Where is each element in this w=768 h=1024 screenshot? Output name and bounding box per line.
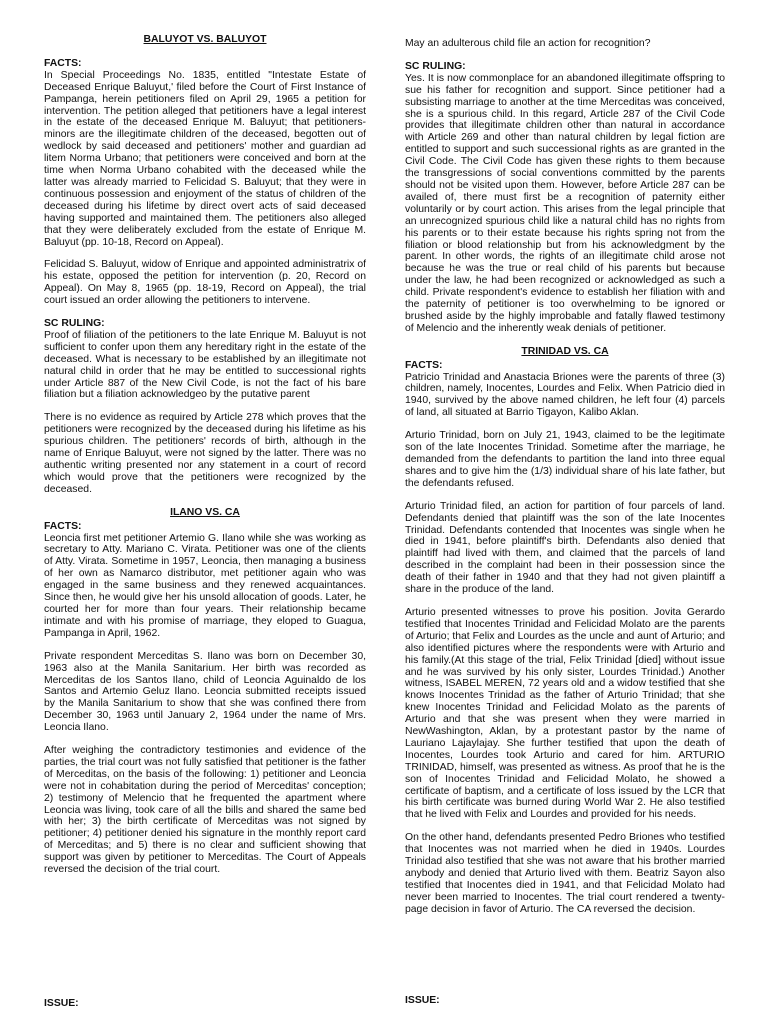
sc-ruling-label: SC RULING:	[44, 318, 105, 330]
facts-paragraph: After weighing the contradictory testimonies and evidence of the parties, the trial court was not fully satisfied that petitioner is the father of Merceditas, on the basis of the following: 1) petitioner and Leoncia were not in cohabitation during the period of Merceditas' conception; 2) testimony of Melencio that he frequented the apartment where Leoncia was living, took care of all the bills and shared the same bed with her; 3) the birth certificate of Merceditas was not signed by petitioner; 4) petitioner denied his signature in the monthly report card of Merceditas; and 5) there is no clear and sufficient showing that support was given by petitioner to Merceditas. The Court of Appeals reversed the decision of the trial court.	[44, 745, 366, 876]
ruling-paragraph: There is no evidence as required by Article 278 which proves that the petitioners were recognized by the deceased during his lifetime as his spurious children. The petitioners' records of birth, although in the name of Enrique Baluyut, were not signed by the latter. There was no authentic writing presented nor any statement in a court of record which would prove that the petitioners were recognized by the deceased.	[44, 412, 366, 495]
case-title-trinidad: TRINIDAD VS. CA	[521, 345, 609, 357]
ruling-paragraph: Yes. It is now commonplace for an abandoned illegitimate offspring to sue his father for recognition and support. Since petitioner had a subsisting marriage to another at the time Merceditas was conceived, she is a spurious child. In this regard, Article 287 of the Civil Code provides that illegitimate children other than natural in accordance with Article 269 and other than natural children by legal fiction are entitled to support and such successional rights as are granted in the Civil Code. The Civil Code has given these rights to them because the transgressions of social conventions committed by the parents should not be visited upon them. However, before Article 287 can be availed of, there must first be a recognition of paternity either voluntarily or by court action. This arises from the legal principle that an unrecognized spurious child like a natural child has no rights from his parents or to their estate because his rights spring not from the filiation or blood relationship but from his acknowledgment by the parent. In other words, the rights of an illegitimate child arose not because he was the true or real child of his parents but because under the law, he had been recognized or acknowledged as such a child. Private respondent's evidence to establish her filiation with and the paternity of petitioner is too overwhelming to be ignored or brushed aside by the highly improbable and fatally flawed testimony of Melencio and the inherently weak denials of petitioner.	[405, 72, 725, 334]
case-title-ilano: ILANO VS. CA	[170, 506, 240, 518]
case-title-baluyut: BALUYOT VS. BALUYOT	[143, 34, 267, 45]
facts-label: FACTS:	[44, 520, 82, 532]
facts-paragraph: In Special Proceedings No. 1835, entitled "Intestate Estate of Deceased Enrique Baluyut,' filed before the Court of First Instance of Pampanga, herein petitioners filed on April 29, 1965 a petition for intervention. The petition alleged that petitioners have a legal interest in the estate of the deceased Enrique M. Baluyut; that petitioners-minors are the illegitimate children of the deceased, begotten out of wedlock by said deceased and petitioners' mother and guardian ad litem Norma Urbano; that petitioners were conceived and born at the time when Norma Urbano cohabited with the deceased while the latter was already married to Felicidad S. Baluyut; that they were in continuous possession and enjoyment of the status of children of the deceased during his lifetime by direct overt acts of said deceased having supported and maintained them. The petitioners also alleged that they were deliberately excluded from the estate of Enrique M. Baluyut (pp. 10-18, Record on Appeal).	[44, 69, 366, 248]
facts-paragraph: Arturio presented witnesses to prove his position. Jovita Gerardo testified that Inocentes Trinidad and Felicidad Molato are the parents of Arturio; that Felix and Lourdes as the uncle and aunt of Arturio; and also identified pictures where the respondents were with Arturio and his family.(At this stage of the trial, Felix Trinidad [died] without issue and he was survived by his only sister, Lourdes Trinidad.) Another witness, ISABEL MEREN, 72 years old and a widow testified that she knows Inocentes Trinidad as the father of Arturio Trinidad; that she knew Inocentes Trinidad and Felicidad Molato as the parents of Arturio and that she was present when they were married in NewWashington, Aklan, by a protestant pastor by the name of Lauriano Lajaylajay. She further testified that upon the death of Inocentes, Lourdes took Arturio and cared for him. ARTURIO TRINIDAD, himself, was presented as witness. As proof that he is the son of Inocentes Trinidad and Felicidad Molato, he showed a certificate of baptism, and a certificate of loss issued by the LCR that his birth certificate was burned during World War 2. He also testified that he lived with Felix and Lourdes and provided for his needs.	[405, 606, 726, 821]
right-column	[405, 38, 725, 927]
facts-paragraph: Arturio Trinidad filed, an action for partition of four parcels of land. Defendants denied that plaintiff was the son of the late Inocentes Trinidad. Defendants contended that Inocentes was single when he died in 1941, before plaintiff's birth. Defendants also denied that plaintiff had lived with them, and claimed that the parcels of land described in the complaint had been in their possession since the death of their father in 1940 and that they had not given plaintiff a share in the produce of the land.	[405, 500, 725, 596]
issue-label: ISSUE:	[44, 998, 79, 1009]
left-column	[44, 34, 366, 887]
facts-paragraph: Patricio Trinidad and Anastacia Briones were the parents of three (3) children, namely, Inocentes, Lourdes and Felix. When Patricio died in 1940, survived by the above named children, he left four (4) parcels of land, all situated at Barrio Tigayon, Kalibo Aklan.	[405, 371, 725, 419]
facts-paragraph: Arturio Trinidad, born on July 21, 1943, claimed to be the legitimate son of the late Inocentes Trinidad. Sometime after the marriage, he demanded from the defendants to partition the land into three equal shares and to give him the (1/3) individual share of his late father, but the defendants refused.	[405, 430, 725, 489]
issue-question: May an adulterous child file an action for recognition?	[405, 38, 651, 49]
facts-label: FACTS:	[405, 359, 443, 371]
facts-label: FACTS:	[44, 57, 82, 69]
facts-paragraph: On the other hand, defendants presented Pedro Briones who testified that Inocentes was not married when he died in 1940s. Lourdes Trinidad also testified that she was not aware that his brother married anybody and denied that Arturio lived with them. Beatriz Sayon also testified that Inocentes died in 1941, and that Felicidad Molato had never been married to Inocentes. The trial court rendered a twenty-page decision in favor of Arturio. The CA reversed the decision.	[405, 832, 725, 915]
ruling-paragraph: Proof of filiation of the petitioners to the late Enrique M. Baluyut is not sufficient to confer upon them any hereditary right in the estate of the deceased. What is necessary to be established by an illegitimate not natural child in order that he may be entitled to successional rights under Article 887 of the New Civil Code, is not the fact of his bare filiation but a filiation acknowledgeo by the putative parent	[44, 329, 366, 401]
facts-paragraph: Private respondent Merceditas S. Ilano was born on December 30, 1963 also at the Manila Sanitarium. Her birth was recorded as Merceditas de los Santos Ilano, child of Leoncia Aguinaldo de los Santos and Artemio Geluz Ilano. Leoncia submitted receipts issued by the Manila Sanitarium to show that she was confined there from December 30, 1963 until January 2, 1964 under the name of Mrs. Leoncia Ilano.	[44, 650, 366, 734]
issue-label: ISSUE:	[405, 995, 440, 1006]
facts-paragraph: Felicidad S. Baluyut, widow of Enrique and appointed administratrix of his estate, opposed the petition for intervention (p. 20, Record on Appeal). On May 8, 1965 (pp. 18-19, Record on Appeal), the trial court issued an order allowing the petitioners to intervene.	[44, 259, 366, 307]
sc-ruling-label: SC RULING:	[405, 60, 466, 72]
facts-paragraph: Leoncia first met petitioner Artemio G. Ilano while she was working as secretary to Atty. Mariano C. Virata. Petitioner was one of the clients of Atty. Virata. Sometime in 1957, Leoncia, then managing a business of her own as Namarco distributor, met petitioner again who was engaged in the same business and they renewed acquaintances. Since then, he would give her his unsold allocation of goods. Later, he courted her for more than four years. Their relationship became intimate and with his promise of marriage, they eloped to Guagua, Pampanga in April, 1962.	[44, 532, 366, 639]
